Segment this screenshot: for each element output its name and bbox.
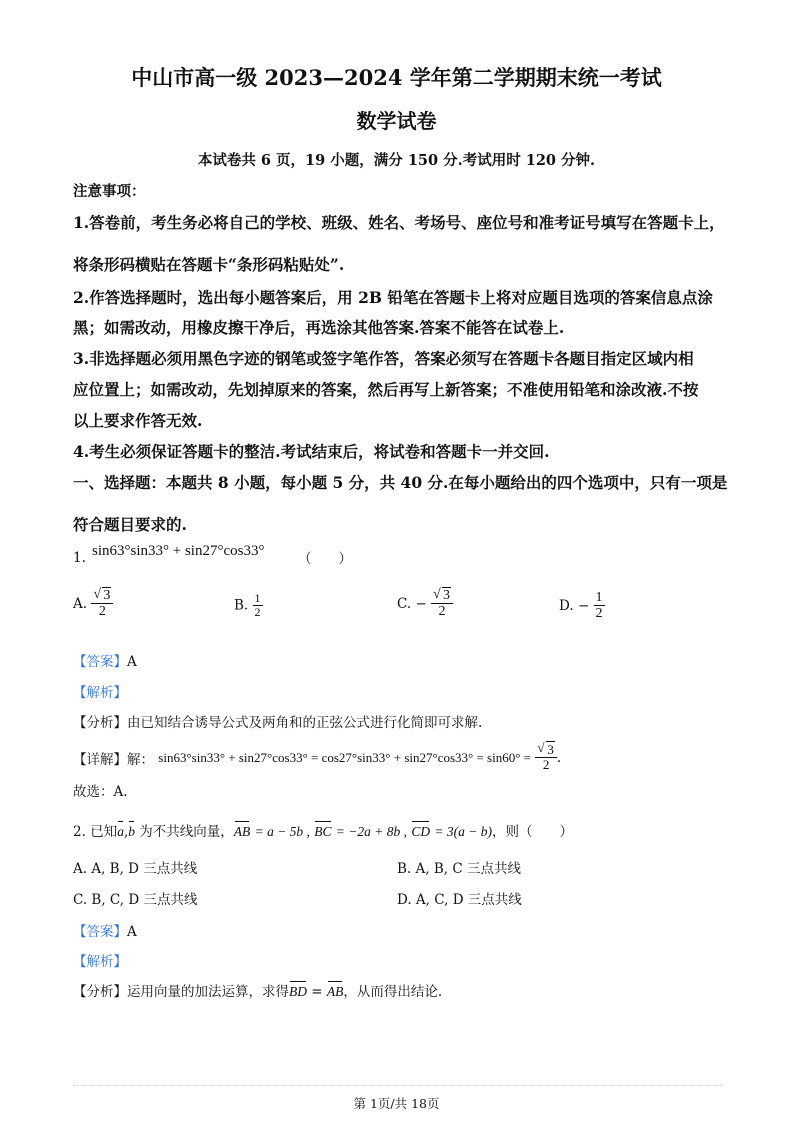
- vector-ab: AB: [233, 824, 251, 839]
- exam-info: 本试卷共 6 页，19 小题，满分 150 分.考试用时 120 分钟.: [197, 152, 596, 169]
- q1-option-d-fraction: [594, 590, 605, 622]
- q1-detail-expression: sin63°sin33° + sin27°cos33° = cos27°sin33° + sin27°cos33° = sin60° =: [158, 749, 532, 765]
- q1-fenxi-tag: 【分析】: [73, 715, 127, 731]
- footer-divider: [73, 1085, 723, 1086]
- q1-answer-value: A: [127, 654, 137, 670]
- q1-option-b-fraction: [253, 592, 263, 619]
- expr-cd: = 3(a − b): [434, 824, 492, 839]
- q1-option-d[interactable]: [559, 590, 605, 622]
- q1-analysis-tag: 【解析】: [73, 685, 127, 701]
- q1-option-a-fraction: [91, 588, 113, 620]
- q1-option-b-num: 1: [254, 591, 261, 605]
- q1-detail-prefix: 解：: [127, 751, 154, 768]
- section-1-line-2: 符合题目要求的.: [73, 515, 187, 534]
- expr-ab: = a − 5b ,: [254, 824, 310, 839]
- vector-a: a: [117, 824, 124, 839]
- question-2-stem-end: ，则（ ）: [491, 824, 573, 840]
- q2-fenxi-post: ，从而得出结论.: [343, 984, 443, 1000]
- q1-option-d-label: D.: [559, 597, 574, 614]
- note-1-line-2: 将条形码横贴在答题卡“条形码粘贴处”.: [73, 255, 345, 274]
- q1-option-b-label: B.: [234, 597, 249, 614]
- q1-detail-num: 3: [547, 742, 554, 757]
- q1-option-a-num: 3: [103, 588, 111, 603]
- note-3-line-1: 3.非选择题必须用黑色字迹的钢笔或签字笔作答，答案必须写在答题卡各题目指定区域内相: [73, 349, 694, 368]
- q1-detail-end: .: [556, 749, 562, 766]
- q1-option-c[interactable]: [397, 588, 453, 620]
- q2-analysis-tag: 【解析】: [73, 954, 127, 970]
- vector-ab-2: AB: [326, 984, 344, 999]
- vector-bc: BC: [314, 824, 332, 839]
- answer-tag: 【答案】: [73, 654, 127, 670]
- answer-tag: 【答案】: [73, 924, 127, 940]
- q1-choose: 故选：A.: [73, 784, 128, 800]
- q2-fenxi-eq: =: [311, 984, 323, 1000]
- note-4: 4.考生必须保证答题卡的整洁.考试结束后，将试卷和答题卡一并交回.: [73, 442, 550, 461]
- section-1-line-1: 一、选择题：本题共 8 小题，每小题 5 分，共 40 分.在每小题给出的四个选项中，只有一项是: [73, 473, 728, 492]
- q1-option-c-num: 3: [443, 588, 451, 603]
- vector-b: b: [128, 824, 135, 839]
- q1-option-c-label: C.: [397, 595, 412, 612]
- question-2-number: 2.: [73, 824, 86, 840]
- q1-option-c-sign: −: [415, 595, 427, 612]
- q1-option-c-den: 2: [438, 604, 446, 620]
- question-2-stem-pre: 已知: [90, 824, 118, 840]
- vector-bd: BD: [289, 984, 307, 999]
- q2-option-b[interactable]: B. A, B, C 三点共线: [397, 861, 521, 877]
- exam-subtitle: 数学试卷: [356, 109, 437, 133]
- q1-option-b-den: 2: [254, 605, 261, 620]
- note-1-line-1: 1.答卷前，考生务必将自己的学校、班级、姓名、考场号、座位号和准考证号填写在答题卡上，: [73, 213, 725, 232]
- vector-cd: CD: [411, 824, 431, 839]
- note-2-line-1: 2.作答选择题时，选出每小题答案后，用 2B 铅笔在答题卡上将对应题目选项的答案信息点涂: [73, 288, 713, 307]
- note-3-line-2: 应位置上；如需改动，先划掉原来的答案，然后再写上新答案；不准使用铅笔和涂改液.不按: [73, 380, 699, 399]
- q1-detail-den: 2: [542, 757, 550, 773]
- q1-fenxi-text: 由已知结合诱导公式及两角和的正弦公式进行化简即可求解.: [127, 715, 483, 731]
- q1-answer: [73, 650, 137, 670]
- q2-option-d[interactable]: D. A, C, D 三点共线: [397, 892, 522, 908]
- exam-title: 中山市高一级 2023—2024 学年第二学期期末统一考试: [131, 65, 662, 90]
- q1-option-d-den: 2: [595, 606, 603, 622]
- q2-fenxi-pre: 运用向量的加法运算，求得: [127, 984, 289, 1000]
- question-1-paren: （ ）: [298, 551, 352, 567]
- q1-option-a-den: 2: [98, 604, 106, 620]
- q2-option-c[interactable]: C. B, C, D 三点共线: [73, 892, 198, 908]
- q2-answer-value: A: [127, 924, 137, 940]
- page-number: 第 1页/共 18页: [353, 1096, 440, 1111]
- q1-option-a-label: A.: [73, 595, 88, 612]
- note-2-line-2: 黑；如需改动，用橡皮擦干净后，再选涂其他答案.答案不能答在试卷上.: [73, 318, 565, 337]
- q2-fenxi-tag: 【分析】: [73, 984, 127, 1000]
- q1-option-d-num: 1: [595, 590, 603, 605]
- note-3-line-3: 以上要求作答无效.: [73, 411, 203, 430]
- q1-option-c-fraction: [431, 588, 453, 620]
- question-2-stem: 2. 已知a,b 为不共线向量，AB = a − 5b , BC = −2a + 8b , CD = 3(a − b)，则（ ）: [73, 824, 573, 840]
- expr-bc: = −2a + 8b ,: [335, 824, 408, 839]
- question-1-expression: sin63°sin33° + sin27°cos33°: [92, 543, 265, 559]
- q1-option-b[interactable]: [234, 592, 263, 619]
- q2-option-a[interactable]: A. A, B, D 三点共线: [73, 861, 198, 877]
- question-1-number: 1.: [73, 550, 86, 566]
- question-2-stem-mid: 为不共线向量，: [139, 824, 234, 840]
- q1-option-d-sign: −: [577, 597, 590, 614]
- q2-fenxi: [73, 980, 442, 1000]
- q1-detail: [73, 743, 561, 773]
- q1-detail-fraction: [535, 743, 557, 773]
- q2-answer: [73, 920, 137, 940]
- q1-fenxi: [73, 711, 482, 731]
- q1-detail-tag: 【详解】: [73, 751, 127, 768]
- notes-heading: 注意事项：: [73, 183, 146, 200]
- q1-option-a[interactable]: [73, 588, 113, 620]
